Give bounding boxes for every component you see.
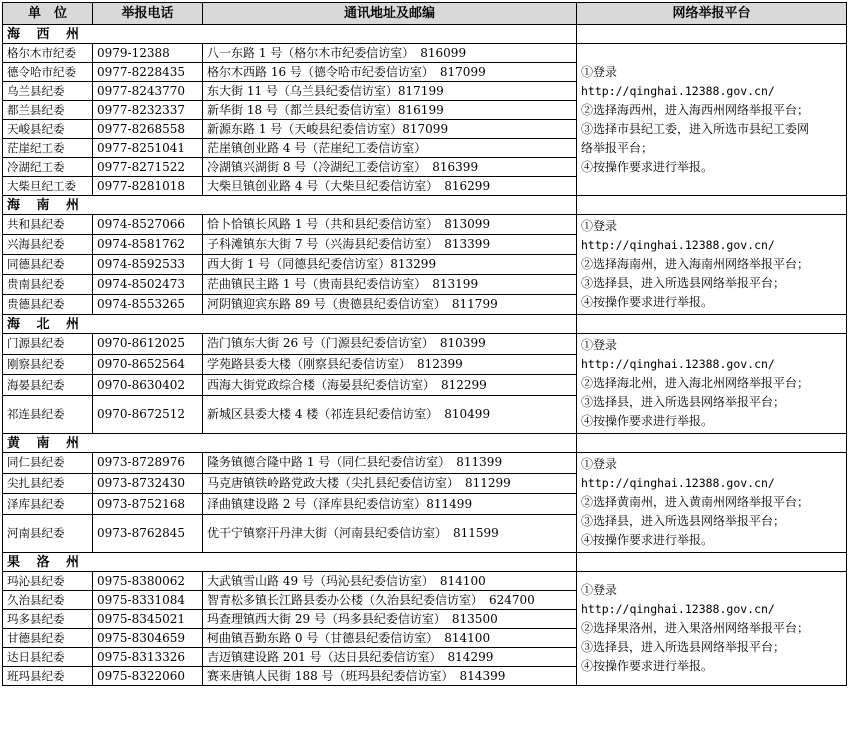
unit-cell: 都兰县纪委 (3, 101, 93, 120)
unit-cell: 甘德县纪委 (3, 629, 93, 648)
platform-step: ①登录 (581, 219, 618, 233)
address-cell: 大武镇雪山路 49 号（玛沁县纪委信访室） 814100 (203, 572, 577, 591)
platform-step: ①登录 (581, 583, 618, 597)
platform-url-link[interactable]: http://qinghai.12388.gov.cn/ (581, 83, 775, 98)
platform-instructions (577, 44, 847, 196)
table-body (3, 25, 847, 686)
platform-url-link[interactable]: http://qinghai.12388.gov.cn/ (581, 238, 775, 252)
address-cell: 西大街 1 号（同德县纪委信访室）813299 (203, 255, 577, 275)
unit-cell: 门源县纪委 (3, 334, 93, 355)
unit-cell: 班玛县纪委 (3, 667, 93, 686)
phone-cell: 0977-8251041 (93, 139, 203, 158)
region-name: 海 南 州 (3, 196, 577, 215)
region-name: 果 洛 州 (3, 553, 577, 572)
phone-cell: 0977-8281018 (93, 177, 203, 196)
phone-cell: 0977-8271522 (93, 158, 203, 177)
platform-step: ④按操作要求进行举报。 (581, 295, 714, 309)
unit-cell: 格尔木市纪委 (3, 44, 93, 63)
phone-cell: 0970-8612025 (93, 334, 203, 355)
header-phone: 举报电话 (93, 3, 203, 25)
phone-cell: 0973-8728976 (93, 453, 203, 474)
region-name: 黄 南 州 (3, 434, 577, 453)
platform-instructions (577, 334, 847, 434)
phone-cell: 0973-8762845 (93, 514, 203, 552)
phone-cell: 0975-8313326 (93, 648, 203, 667)
address-cell: 恰卜恰镇长风路 1 号（共和县纪委信访室） 813099 (203, 215, 577, 235)
platform-step: ②选择海南州，进入海南州网络举报平台； (581, 257, 810, 271)
platform-step: ④按操作要求进行举报。 (581, 414, 714, 428)
unit-cell: 德令哈市纪委 (3, 63, 93, 82)
region-row (3, 196, 847, 215)
address-cell: 赛来唐镇人民街 188 号（班玛县纪委信访室） 814399 (203, 667, 577, 686)
address-cell: 浩门镇东大街 26 号（门源县纪委信访室） 810399 (203, 334, 577, 355)
table-row (3, 453, 847, 474)
address-cell: 子科滩镇东大街 7 号（兴海县纪委信访室） 813399 (203, 235, 577, 255)
unit-cell: 泽库县纪委 (3, 494, 93, 515)
platform-step: ②选择海北州，进入海北州网络举报平台； (581, 376, 810, 390)
table-row (3, 572, 847, 591)
region-row-empty-cell (577, 315, 847, 334)
region-row-empty-cell (577, 434, 847, 453)
address-cell: 茫曲镇民主路 1 号（贵南县纪委信访室） 813199 (203, 275, 577, 295)
table-row (3, 215, 847, 235)
address-cell: 优干宁镇察汗丹津大街（河南县纪委信访室） 811599 (203, 514, 577, 552)
address-cell: 新华街 18 号（都兰县纪委信访室）816199 (203, 101, 577, 120)
address-cell: 西海大街党政综合楼（海晏县纪委信访室） 812299 (203, 375, 577, 396)
address-cell: 柯曲镇吾勤东路 0 号（甘德县纪委信访室） 814100 (203, 629, 577, 648)
unit-cell: 冷湖纪工委 (3, 158, 93, 177)
region-name: 海 北 州 (3, 315, 577, 334)
unit-cell: 大柴旦纪工委 (3, 177, 93, 196)
platform-step: ①登录 (581, 338, 618, 352)
platform-step: ①登录 (581, 64, 618, 79)
unit-cell: 乌兰县纪委 (3, 82, 93, 101)
address-cell: 智青松多镇长江路县委办公楼（久治县纪委信访室） 624700 (203, 591, 577, 610)
unit-cell: 河南县纪委 (3, 514, 93, 552)
phone-cell: 0979-12388 (93, 44, 203, 63)
platform-step: ②选择海西州，进入海西州网络举报平台； (581, 102, 810, 117)
platform-url-link[interactable]: http://qinghai.12388.gov.cn/ (581, 602, 775, 616)
platform-instructions (577, 572, 847, 686)
address-cell: 八一东路 1 号（格尔木市纪委信访室） 816099 (203, 44, 577, 63)
region-row (3, 315, 847, 334)
unit-cell: 刚察县纪委 (3, 354, 93, 375)
platform-step: ②选择果洛州，进入果洛州网络举报平台； (581, 621, 810, 635)
address-cell: 吉迈镇建设路 201 号（达日县纪委信访室） 814299 (203, 648, 577, 667)
reporting-table (2, 2, 847, 686)
address-cell: 新城区县委大楼 4 楼（祁连县纪委信访室） 810499 (203, 395, 577, 433)
phone-cell: 0975-8322060 (93, 667, 203, 686)
address-cell: 冷湖镇兴湖街 8 号（冷湖纪工委信访室） 816399 (203, 158, 577, 177)
platform-step: ③选择县，进入所选县网络举报平台； (581, 395, 786, 409)
address-cell: 马克唐镇铁岭路党政大楼（尖扎县纪委信访室） 811299 (203, 473, 577, 494)
platform-url-link[interactable]: http://qinghai.12388.gov.cn/ (581, 476, 775, 490)
unit-cell: 尖扎县纪委 (3, 473, 93, 494)
platform-step: ③选择县，进入所选县网络举报平台； (581, 276, 786, 290)
platform-step: ④按操作要求进行举报。 (581, 533, 714, 547)
unit-cell: 共和县纪委 (3, 215, 93, 235)
address-cell: 河阴镇迎宾东路 89 号（贵德县纪委信访室） 811799 (203, 295, 577, 315)
unit-cell: 久治县纪委 (3, 591, 93, 610)
phone-cell: 0974-8553265 (93, 295, 203, 315)
phone-cell: 0977-8243770 (93, 82, 203, 101)
phone-cell: 0977-8232337 (93, 101, 203, 120)
phone-cell: 0970-8630402 (93, 375, 203, 396)
platform-step: ③选择县，进入所选县网络举报平台； (581, 640, 786, 654)
phone-cell: 0975-8345021 (93, 610, 203, 629)
phone-cell: 0974-8581762 (93, 235, 203, 255)
region-row (3, 25, 847, 44)
region-row (3, 434, 847, 453)
header-row (3, 3, 847, 25)
unit-cell: 贵德县纪委 (3, 295, 93, 315)
phone-cell: 0973-8732430 (93, 473, 203, 494)
unit-cell: 贵南县纪委 (3, 275, 93, 295)
address-cell: 隆务镇德合隆中路 1 号（同仁县纪委信访室） 811399 (203, 453, 577, 474)
unit-cell: 茫崖纪工委 (3, 139, 93, 158)
header-address: 通讯地址及邮编 (203, 3, 577, 25)
phone-cell: 0970-8672512 (93, 395, 203, 433)
platform-step: ①登录 (581, 457, 618, 471)
phone-cell: 0974-8592533 (93, 255, 203, 275)
phone-cell: 0974-8502473 (93, 275, 203, 295)
platform-step: 络举报平台； (581, 140, 654, 155)
phone-cell: 0975-8331084 (93, 591, 203, 610)
region-row-empty-cell (577, 25, 847, 44)
phone-cell: 0977-8228435 (93, 63, 203, 82)
platform-step: ③选择县，进入所选县网络举报平台； (581, 514, 786, 528)
unit-cell: 玛多县纪委 (3, 610, 93, 629)
platform-url-link[interactable]: http://qinghai.12388.gov.cn/ (581, 357, 775, 371)
platform-step: ④按操作要求进行举报。 (581, 659, 714, 673)
address-cell: 学苑路县委大楼（刚察县纪委信访室） 812399 (203, 354, 577, 375)
region-row-empty-cell (577, 553, 847, 572)
platform-instructions (577, 453, 847, 553)
address-cell: 大柴旦镇创业路 4 号（大柴旦纪委信访室） 816299 (203, 177, 577, 196)
platform-step: ③选择市县纪工委，进入所选市县纪工委网 (581, 121, 810, 136)
address-cell: 格尔木西路 16 号（德令哈市纪委信访室） 817099 (203, 63, 577, 82)
unit-cell: 祁连县纪委 (3, 395, 93, 433)
table-row (3, 44, 847, 63)
table-row (3, 334, 847, 355)
unit-cell: 天峻县纪委 (3, 120, 93, 139)
region-name: 海 西 州 (3, 25, 577, 44)
platform-instructions (577, 215, 847, 315)
platform-step: ②选择黄南州，进入黄南州网络举报平台； (581, 495, 810, 509)
unit-cell: 同德县纪委 (3, 255, 93, 275)
region-row (3, 553, 847, 572)
unit-cell: 玛沁县纪委 (3, 572, 93, 591)
address-cell: 茫崖镇创业路 4 号（茫崖纪工委信访室） (203, 139, 577, 158)
unit-cell: 达日县纪委 (3, 648, 93, 667)
platform-step: ④按操作要求进行举报。 (581, 159, 714, 174)
address-cell: 东大街 11 号（乌兰县纪委信访室）817199 (203, 82, 577, 101)
phone-cell: 0973-8752168 (93, 494, 203, 515)
phone-cell: 0975-8304659 (93, 629, 203, 648)
header-platform: 网络举报平台 (577, 3, 847, 25)
phone-cell: 0974-8527066 (93, 215, 203, 235)
address-cell: 泽曲镇建设路 2 号（泽库县纪委信访室）811499 (203, 494, 577, 515)
unit-cell: 同仁县纪委 (3, 453, 93, 474)
phone-cell: 0975-8380062 (93, 572, 203, 591)
unit-cell: 兴海县纪委 (3, 235, 93, 255)
phone-cell: 0970-8652564 (93, 354, 203, 375)
region-row-empty-cell (577, 196, 847, 215)
phone-cell: 0977-8268558 (93, 120, 203, 139)
unit-cell: 海晏县纪委 (3, 375, 93, 396)
header-unit: 单 位 (3, 3, 93, 25)
address-cell: 玛查理镇西大街 29 号（玛多县纪委信访室） 813500 (203, 610, 577, 629)
address-cell: 新源东路 1 号（天峻县纪委信访室）817099 (203, 120, 577, 139)
